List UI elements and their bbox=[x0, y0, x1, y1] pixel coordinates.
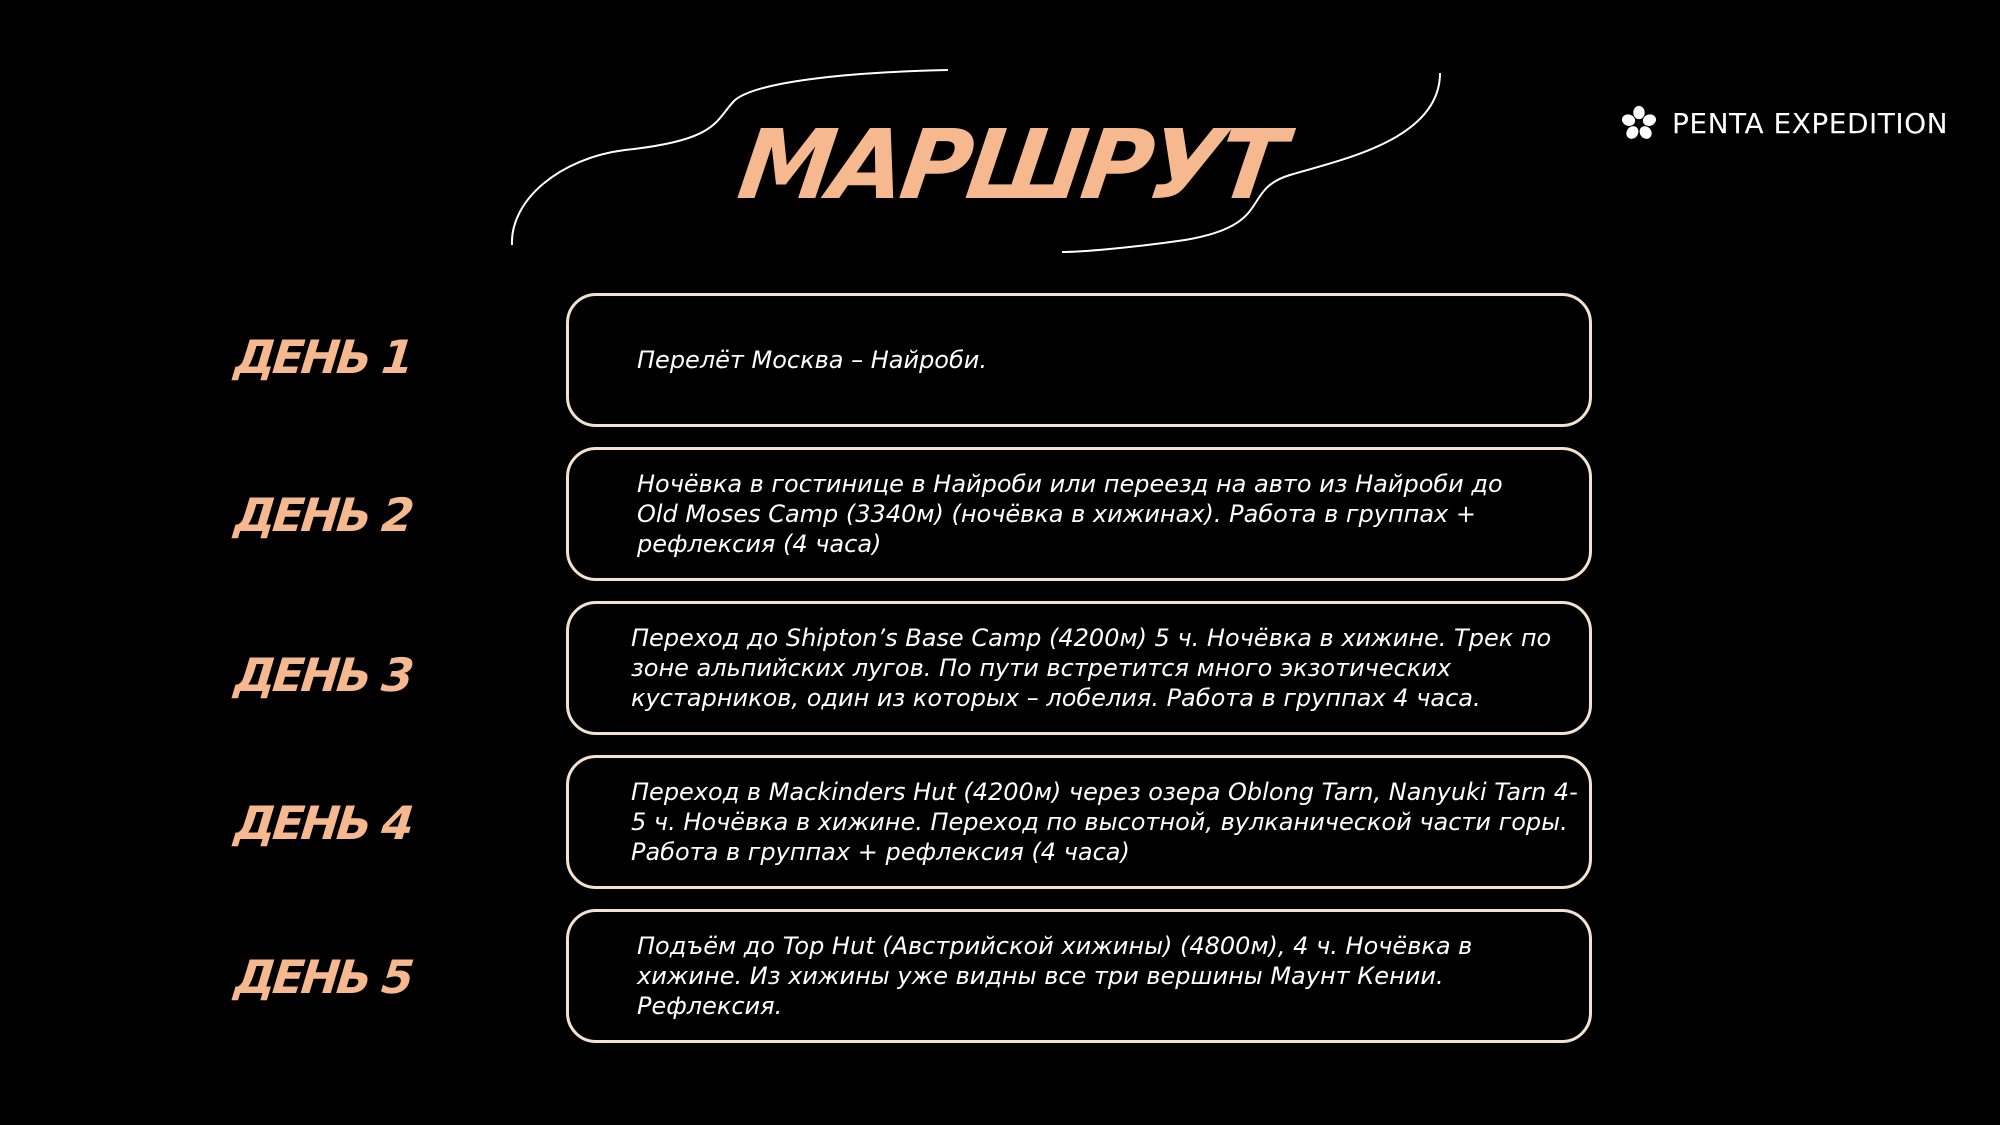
penta-flower-icon bbox=[1620, 104, 1658, 142]
day-label-1: ДЕНЬ 1 bbox=[232, 330, 414, 384]
day-label-3: ДЕНЬ 3 bbox=[232, 648, 414, 702]
day-label-4: ДЕНЬ 4 bbox=[232, 796, 414, 850]
day-description-4: Переход в Mackinders Hut (4200м) через озера Oblong Tarn, Nanyuki Tarn 4-5 ч. Ночёвка в хижине. Переход по высотной, вулканической части горы. Работа в группах + рефлексия (4 часа) bbox=[631, 778, 1578, 866]
day-box-2 bbox=[566, 447, 1592, 581]
day-description-1: Перелёт Москва – Найроби. bbox=[637, 346, 988, 374]
brand-name: PENTA EXPEDITION bbox=[1672, 106, 1949, 140]
day-box-1 bbox=[566, 293, 1592, 427]
day-description-5: Подъём до Top Hut (Австрийской хижины) (4800м), 4 ч. Ночёвка в хижине. Из хижины уже видны все три вершины Маунт Кении. Рефлексия. bbox=[637, 932, 1473, 1020]
day-box-5 bbox=[566, 909, 1592, 1043]
page-title: МАРШРУТ bbox=[732, 109, 1289, 221]
day-label-2: ДЕНЬ 2 bbox=[232, 488, 414, 542]
day-box-4 bbox=[566, 755, 1592, 889]
day-box-3 bbox=[566, 601, 1592, 735]
day-description-2: Ночёвка в гостинице в Найроби или переезд на авто из Найроби до Old Moses Camp (3340м) (ночёвка в хижинах). Работа в группах + рефлексия (4 часа) bbox=[637, 470, 1503, 558]
brand-logo bbox=[1620, 100, 1948, 146]
day-label-5: ДЕНЬ 5 bbox=[232, 950, 414, 1004]
day-description-3: Переход до Shipton’s Base Camp (4200м) 5 ч. Ночёвка в хижине. Трек по зоне альпийских лугов. По пути встретится много экзотических кустарников, один из которых – лобелия. Работа в группах 4 часа. bbox=[631, 624, 1552, 712]
